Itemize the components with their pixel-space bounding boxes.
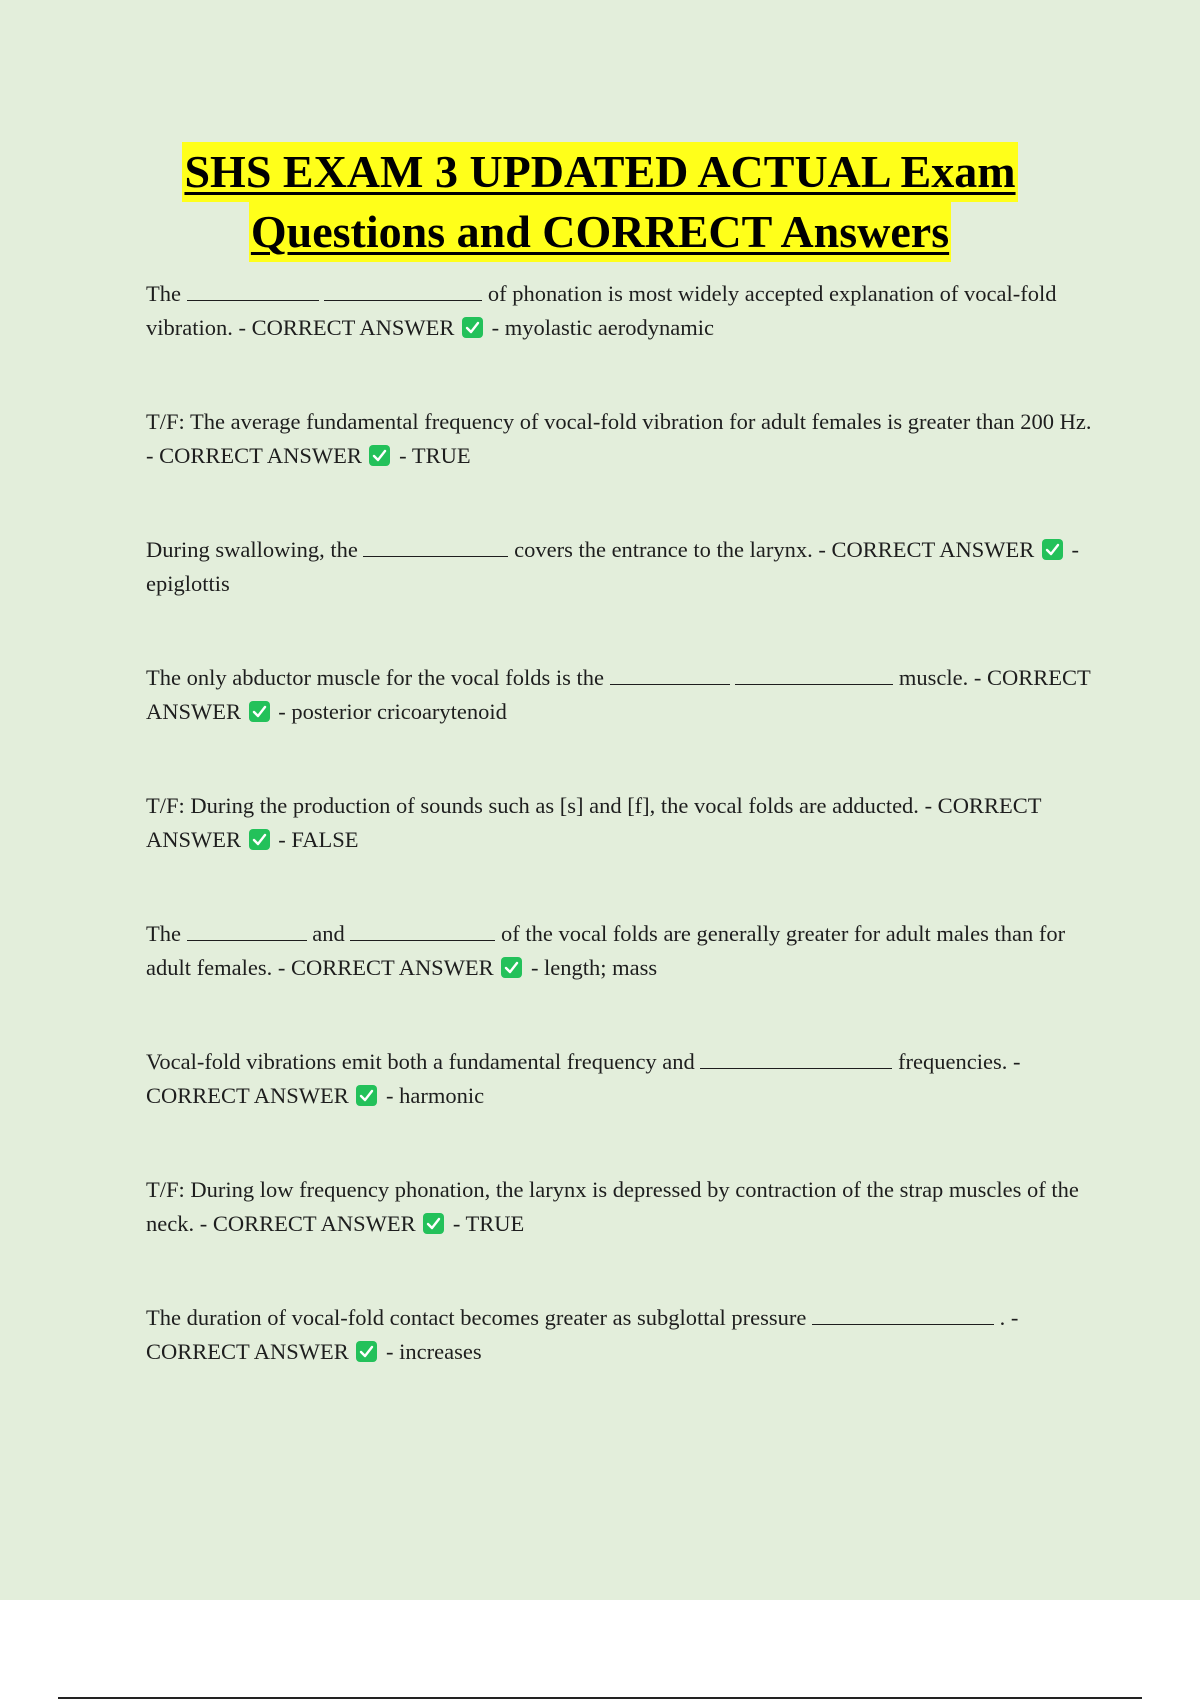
question-text: and [312,921,345,946]
answer-label: - CORRECT ANSWER [277,955,494,980]
check-mark-icon [462,317,483,338]
title-line-1: SHS EXAM 3 UPDATED ACTUAL Exam [182,142,1017,202]
answer-text: - posterior cricoarytenoid [278,699,507,724]
answer-label: - CORRECT ANSWER [238,315,455,340]
question-text: The [146,921,181,946]
question-text: covers the entrance to the larynx. [514,537,813,562]
answer-text: - harmonic [386,1083,485,1108]
question-text: . [999,1305,1006,1330]
answer-text: - myolastic aerodynamic [491,315,715,340]
qa-item [146,789,1094,857]
qa-list [146,277,1094,1429]
answer-label: - CORRECT ANSWER [146,1049,1021,1108]
question-text: of the vocal folds are generally greater for adult males than for adult females. [146,921,1066,980]
answer-text: - length; mass [530,955,658,980]
answer-blank [700,1047,892,1069]
answer-text: - TRUE [452,1211,525,1236]
question-text: The only abductor muscle for the vocal folds is the [146,665,604,690]
answer-label: - CORRECT ANSWER [146,793,1042,852]
question-text: Vocal-fold vibrations emit both a fundamental frequency and [146,1049,695,1074]
question-text: The [146,281,181,306]
check-mark-icon [501,957,522,978]
check-mark-icon [249,701,270,722]
answer-label: - CORRECT ANSWER [199,1211,416,1236]
question-text: During swallowing, the [146,537,358,562]
answer-label: - CORRECT ANSWER [818,537,1035,562]
qa-item [146,661,1094,729]
qa-item [146,533,1094,601]
qa-item [146,1173,1094,1241]
qa-item [146,1301,1094,1369]
answer-text: - FALSE [278,827,359,852]
check-mark-icon [356,1341,377,1362]
question-text: T/F: During the production of sounds such as [s] and [f], the vocal folds are adducted. [146,793,919,818]
answer-label: - CORRECT ANSWER [146,1305,1019,1364]
question-text: The duration of vocal-fold contact becomes greater as subglottal pressure [146,1305,807,1330]
qa-item [146,277,1094,345]
qa-item [146,1045,1094,1113]
answer-blank [735,663,893,685]
answer-text: - increases [386,1339,482,1364]
qa-item [146,405,1094,473]
answer-label: - CORRECT ANSWER [146,665,1091,724]
check-mark-icon [369,445,390,466]
qa-item [146,917,1094,985]
answer-blank [324,279,482,301]
check-mark-icon [423,1213,444,1234]
check-mark-icon [356,1085,377,1106]
check-mark-icon [249,829,270,850]
answer-blank [187,279,319,301]
question-text: frequencies. [898,1049,1008,1074]
answer-blank [363,535,508,557]
question-text: muscle. [898,665,969,690]
question-text: T/F: During low frequency phonation, the larynx is depressed by contraction of the strap muscles of the neck. [146,1177,1079,1236]
answer-blank [610,663,730,685]
answer-text: - TRUE [399,443,471,468]
title-line-2: Questions and CORRECT Answers [249,202,951,262]
answer-blank [350,919,495,941]
question-text: T/F: The average fundamental frequency of vocal-fold vibration for adult females is greater than 200 Hz. [146,409,1092,434]
check-mark-icon [1042,539,1063,560]
answer-label: - CORRECT ANSWER [146,443,362,468]
answer-text: - epiglottis [146,537,1079,596]
question-text: of phonation is most widely accepted explanation of vocal-fold vibration. [146,281,1057,340]
document-title [0,142,1200,262]
answer-blank [187,919,307,941]
footer-rule [58,1697,1142,1699]
answer-blank [812,1303,994,1325]
